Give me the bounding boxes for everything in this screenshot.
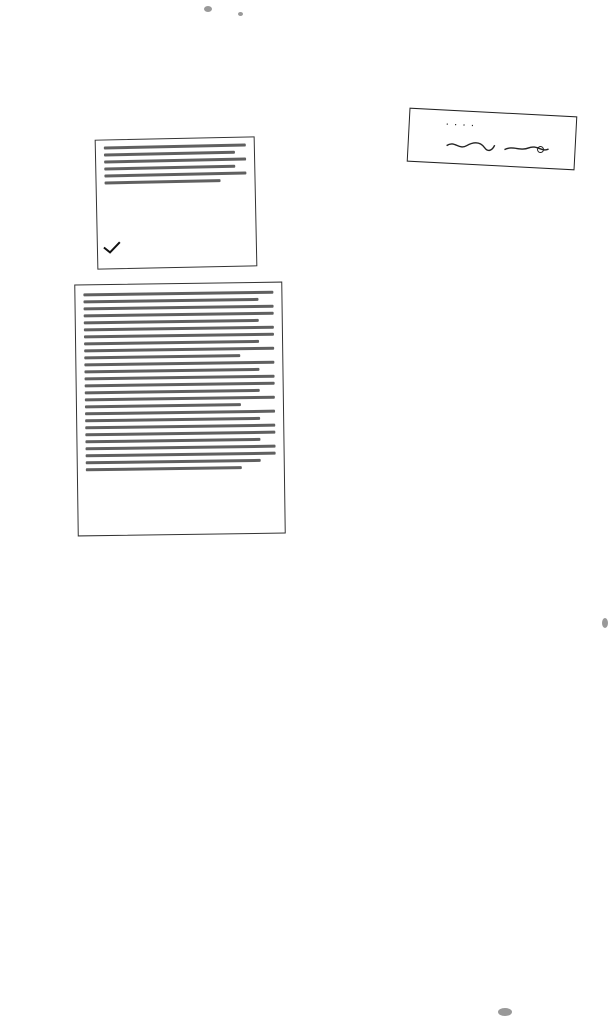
scan-speck bbox=[204, 6, 212, 12]
scan-speck bbox=[498, 1008, 512, 1016]
clipping-1-continued-note bbox=[105, 186, 247, 189]
scan-speck bbox=[238, 12, 243, 16]
scan-speck bbox=[602, 618, 608, 628]
handwritten-signature-icon bbox=[500, 140, 553, 157]
stamp-page-label bbox=[415, 143, 441, 144]
stamp-dots: · · · · bbox=[445, 119, 476, 132]
date-stamp bbox=[407, 108, 578, 171]
news-clipping-1 bbox=[95, 136, 258, 269]
check-mark-icon bbox=[102, 240, 122, 254]
handwritten-signature-icon bbox=[444, 138, 497, 155]
stamp-date-label bbox=[416, 123, 442, 124]
newspaper-masthead bbox=[112, 38, 262, 68]
clipping-2-body bbox=[83, 291, 275, 472]
clipping-1-body bbox=[104, 144, 247, 185]
news-clipping-2 bbox=[74, 282, 285, 537]
